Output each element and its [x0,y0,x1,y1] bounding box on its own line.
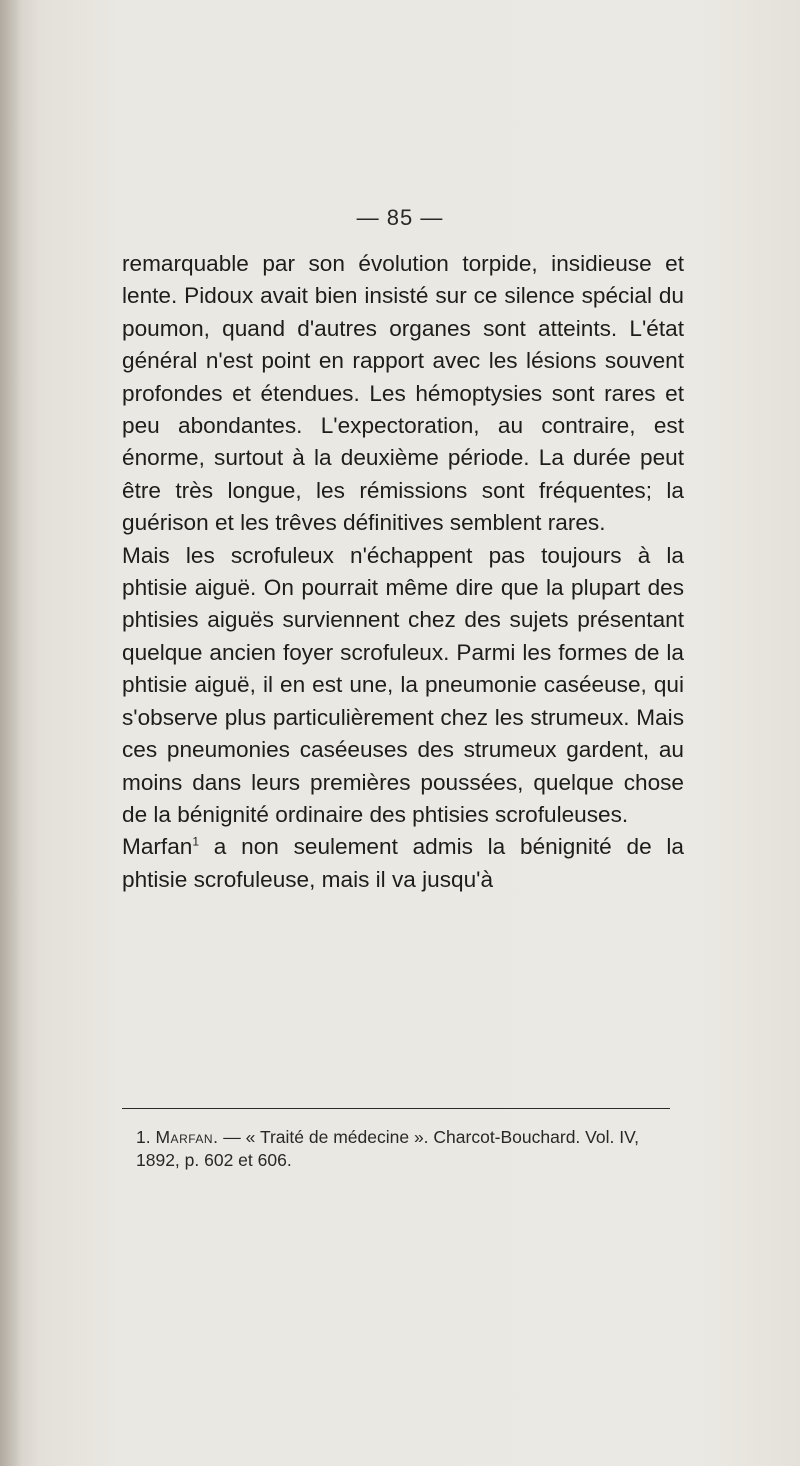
footnote-reference: 1 [192,834,200,849]
footnote [136,1126,684,1172]
page-number: — 85 — [356,205,444,230]
body-text [122,248,684,896]
footnote-divider [122,1108,670,1109]
paragraph-3-text: a non seulement admis la bénignité de la phtisie scrofuleuse, mais il va jusqu'à [122,834,684,892]
paragraph-2: Mais les scrofuleux n'échappent pas toujours à la phtisie aiguë. On pourrait même dire que la plupart des phtisies aiguës surviennent chez des sujets présentant quelque ancien foyer scrofuleux. Parmi les formes de la phtisie aiguë, il en est une, la pneumonie caséeuse, qui s'observe plus particulièrement chez les strumeux. Mais ces pneumonies caséeuses des strumeux gardent, au moins dans leurs premières poussées, quelque chose de la bénignité ordinaire des phtisies scrofuleuses. [122,542,684,827]
footnote-text: — « Traité de médecine ». Charcot-Bouchard. Vol. IV, 1892, p. 602 et 606. [136,1127,639,1170]
paragraph-3 [122,831,684,896]
footnote-number: 1. [136,1127,151,1147]
paragraph-1: remarquable par son évolution torpide, insidieuse et lente. Pidoux avait bien insisté sur ce silence spécial du poumon, quand d'autres organes sont atteints. L'état général n'est point en rapport avec les lésions souvent profondes et étendues. Les hémoptysies sont rares et peu abondantes. L'expectoration, au contraire, est énorme, surtout à la deuxième période. La durée peut être très longue, les rémissions sont fréquentes; la guérison et les trêves définitives semblent rares. [122,251,684,536]
footnote-author: Marfan. [155,1127,219,1147]
author-name: Marfan [122,834,193,860]
